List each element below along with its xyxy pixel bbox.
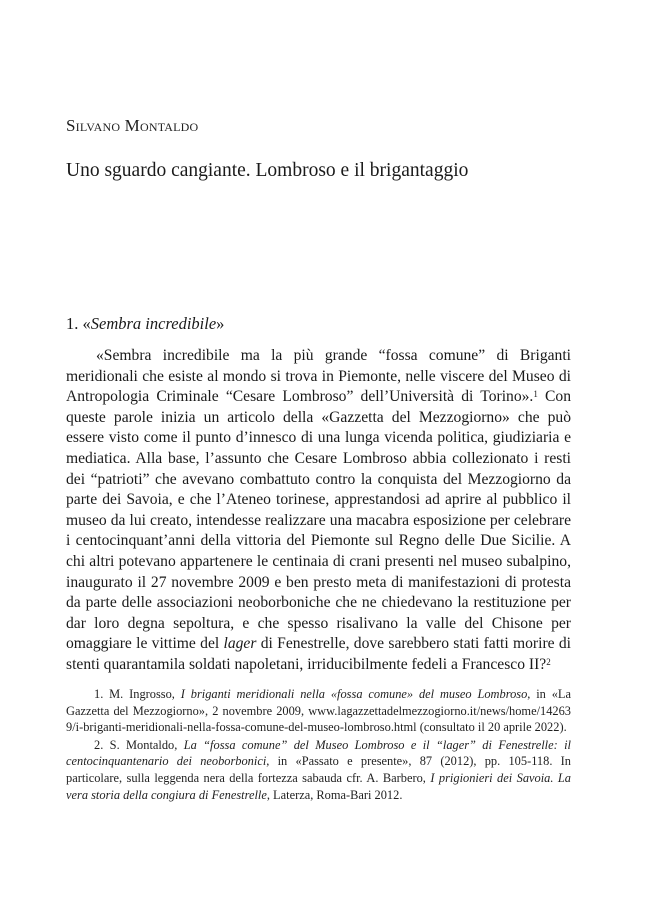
footnote-1-url: www.lagazzettadelmezzogiorno.it/news/home/142639/i-briganti-meridionali-nella-fossa-comune-del-museo-lombroso.html — [66, 703, 571, 735]
footnote-2 — [66, 737, 571, 803]
footnote-2-text2: , Laterza, Roma-Bari 2012. — [266, 787, 403, 802]
paragraph-text-part2: Con queste parole inizia un articolo della «Gazzetta del Mezzogiorno» che può essere visto come il punto d’innesco di una lunga vicenda politica, giudiziaria e mediatica. Alla base, l’assunto che Cesare Lombroso abbia collezionato i resti dei “patrioti” che avevano combattuto contro la conquista del Mezzogiorno da parte dei Savoia, e che l’Ateneo torinese, apprestandosi ad aprire al pubblico il museo da lui creato, intendesse realizzare una macabra esposizione per celebrare i centocinquant’anni della vittoria del Piemonte sul Regno delle Due Sicilie. A chi altri potevano appartenere le centinaia di crani presenti nel museo subalpino, inaugurato il 27 novembre 2009 e ben presto meta di manifestazioni di protesta da parte delle associazioni neoborboniche che ne chiedevano la restituzione per dar loro degna sepoltura, e che spesso risalivano la valle del Chisone per omaggiare le vittime del — [66, 388, 571, 653]
footnote-1-title: I briganti meridionali nella «fossa comune» del museo Lombroso — [180, 687, 528, 701]
footnote-2-book: I prigionieri dei Savoia. La vera storia della congiura di Fenestrelle — [66, 770, 571, 802]
chapter-title: Uno sguardo cangiante. Lombroso e il brigantaggio — [66, 160, 469, 181]
section-heading — [66, 314, 224, 334]
footnote-2-prefix: 2. S. Montaldo, — [94, 737, 184, 752]
section-heading-open-quote: « — [82, 314, 91, 333]
footnotes — [66, 686, 571, 804]
section-heading-close-quote: » — [216, 314, 225, 333]
body-paragraph — [66, 346, 571, 676]
footnote-ref-2: 2 — [546, 656, 551, 667]
footnote-1-text2: (consultato il 20 aprile 2022). — [416, 720, 567, 735]
paragraph-text-part1: «Sembra incredibile ma la più grande “fossa comune” di Briganti meridionali che esiste al mondo si trova in Piemonte, nelle viscere del Museo di Antropologia Criminale “Cesare Lombroso” dell’Università di Torino». — [66, 347, 571, 406]
footnote-1 — [66, 686, 571, 736]
section-number: 1. — [66, 314, 79, 333]
footnote-1-prefix: 1. M. Ingrosso, — [94, 687, 181, 701]
footnote-2-title: La “fossa comune” del Museo Lombroso e il “lager” di Fenestrelle: il centocinquantenario dei neoborbonici — [66, 737, 571, 769]
section-heading-text: Sembra incredibile — [90, 314, 217, 333]
footnote-2-text1: , in «Passato e presente», 87 (2012), pp. 105-118. In particolare, sulla leggenda nera della fortezza sabauda cfr. A. Barbero, — [66, 754, 571, 785]
chapter-author: Silvano Montaldo — [66, 116, 199, 135]
footnote-1-text1: , in «La Gazzetta del Mezzogiorno», 2 novembre 2009, — [66, 687, 571, 718]
paragraph-italic-word: lager — [223, 635, 257, 653]
paragraph-text-part3: di Fenestrelle, dove sarebbero stati fatti morire di stenti quarantamila soldati napoletani, irriducibilmente fedeli a Francesco II? — [66, 635, 571, 673]
footnote-ref-1: 1 — [533, 389, 538, 400]
